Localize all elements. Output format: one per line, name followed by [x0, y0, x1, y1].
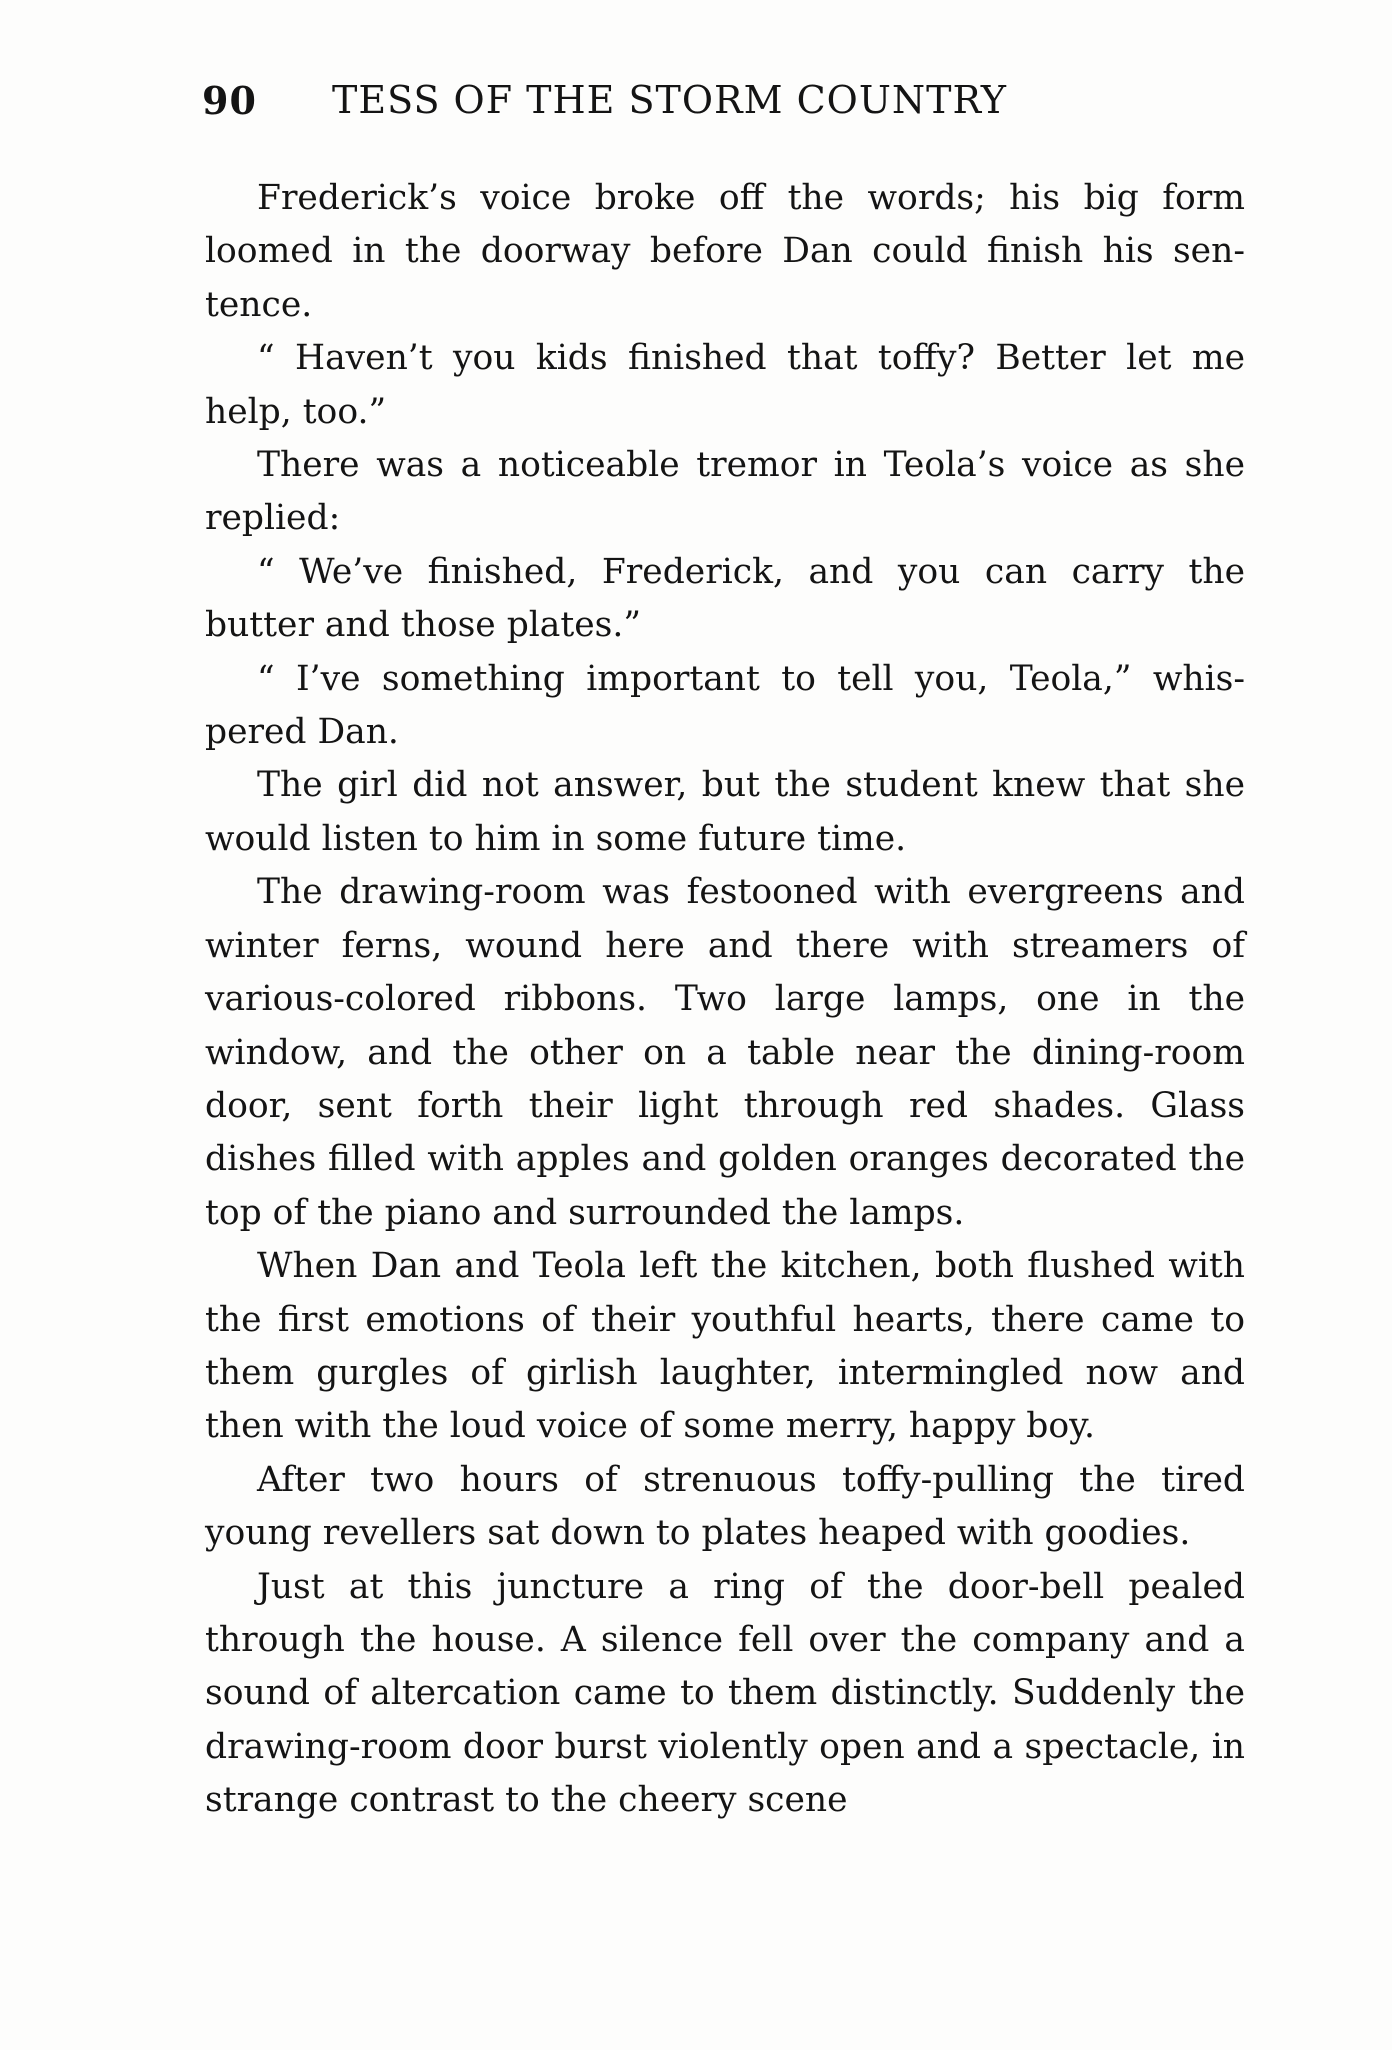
paragraph-5: “ I’ve something important to tell you, Teola,” whispered Dan. [205, 658, 1245, 753]
paragraph-2: “ Haven’t you kids finished that toffy? Better let me help, too.” [205, 338, 1245, 432]
page-header [202, 78, 1122, 138]
paragraph-3: There was a noticeable tremor in Teola’s voice as she replied: [205, 445, 1245, 539]
paragraph-1: Frederick’s voice broke off the words; his big form loomed in the doorway before Dan could finish his sentence. [205, 178, 1245, 325]
paragraph-7: The drawing-room was festooned with evergreens and winter ferns, wound here and there with streamers of various-colored ribbons. Two large lamps, one in the window, and the other on a table near the dining-room door, sent forth their light through red shades. Glass dishes filled with apples and golden oranges decorated the top of the piano and surrounded the lamps. [205, 872, 1245, 1233]
paragraph-10: Just at this juncture a ring of the door-bell pealed through the house. A silence fell over the company and a sound of altercation came to them distinctly. Suddenly the drawing-room door burst violently open and a spectacle, in strange contrast to the cheery scene [205, 1566, 1245, 1821]
running-title: TESS OF THE STORM COUNTRY [332, 78, 1007, 122]
paragraph-6: The girl did not answer, but the student knew that she would listen to him in some future time. [205, 765, 1245, 859]
page-number: 90 [202, 78, 257, 123]
paragraph-8: When Dan and Teola left the kitchen, both flushed with the first emotions of their youthful hearts, there came to them gurgles of girlish laughter, intermingled now and then with the loud voice of some merry, happy boy. [205, 1246, 1245, 1447]
paragraph-4: “ We’ve finished, Frederick, and you can carry the butter and those plates.” [205, 551, 1245, 646]
body-text [205, 172, 1245, 1828]
paragraph-9: After two hours of strenuous toffy-pulling the tired young revellers sat down to plates heaped with goodies. [205, 1459, 1245, 1554]
